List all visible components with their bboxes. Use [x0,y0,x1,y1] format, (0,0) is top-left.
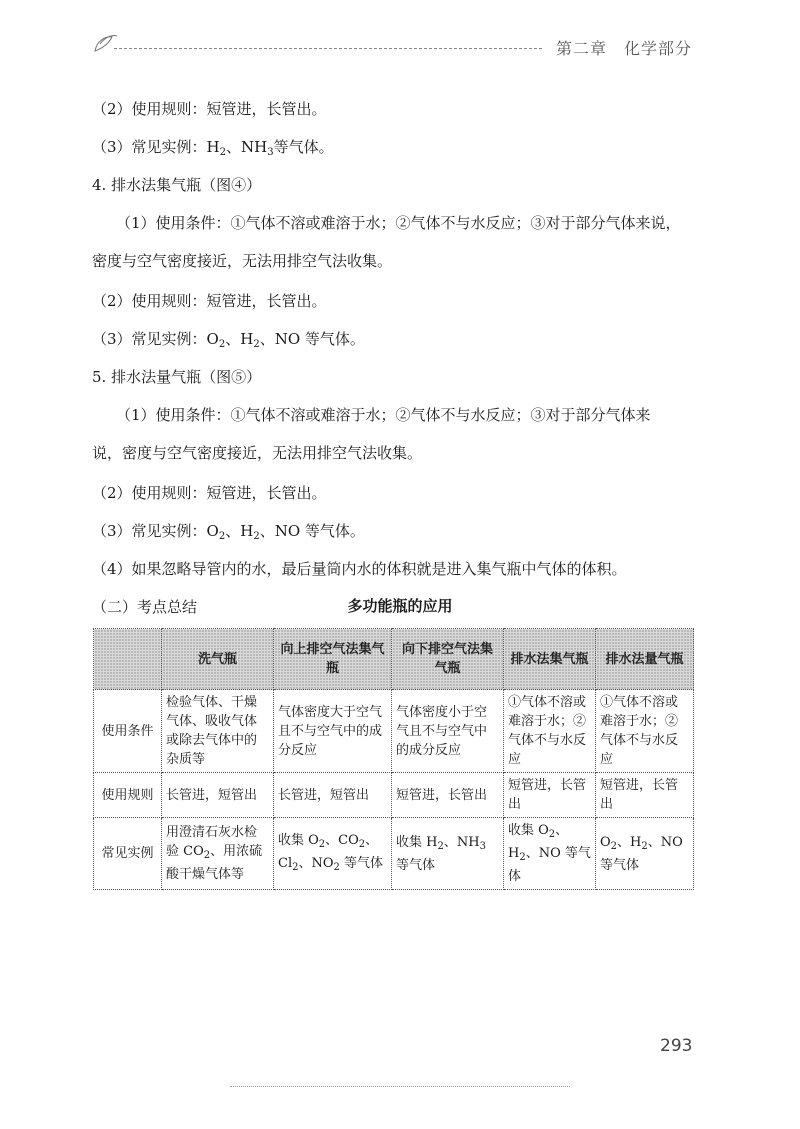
paragraph: （2）使用规则：短管进，长管出。 [92,292,327,310]
table-row [94,773,694,818]
header-cell: 排水法量气瓶 [596,629,694,690]
text-run: 、用浓硫酸干燥气体等 [166,844,263,882]
text-run: 密度与空气密度接近，无法用排空气法收集。 [92,252,393,270]
text-run: 、CO [325,832,359,848]
section-heading: 4. 排水法集气瓶（图④） [92,176,262,194]
table-cell: 短管进，长管出 [392,773,504,818]
text-run: 收集 O [278,832,319,848]
table-cell: 气体密度大于空气且不与空气中的成分反应 [274,690,392,773]
table-cell [596,818,694,890]
text-run: 等气体。 [273,138,334,156]
row-label: 常见实例 [94,818,162,890]
text-run: 、NO [298,855,334,871]
chapter-title: 第二章 化学部分 [555,39,692,58]
table-row [94,690,694,773]
subscript: 2 [548,829,556,840]
text-run: 等气体 [339,855,384,871]
text-run: 、H [225,330,254,348]
subscript: 2 [318,838,326,850]
subscript: 2 [610,840,618,852]
text-run: 等气体 [396,857,436,873]
table-cell: 长管进，短管出 [162,773,274,818]
table-caption: 多功能瓶的应用 [347,597,453,615]
subscript: 2 [218,339,226,350]
page-header [92,30,692,66]
table-cell [162,818,274,890]
table-cell: 气体密度小于空气且不与空气中的成分反应 [392,690,504,773]
header-cell: 向上排空气法集气瓶 [274,629,392,690]
subscript: 2 [437,840,444,852]
paragraph: （4）如果忽略导管内的水，最后量筒内水的体积就是进入集气瓶中气体的体积。 [92,560,627,578]
text-run: （3）常见实例：O [92,330,219,348]
text-run: 、H [225,522,254,540]
subscript: 2 [219,147,227,158]
text-run: 、NO 等气体。 [259,522,365,540]
text-run: 、NO 等气体 [600,834,683,873]
table-cell: 检验气体、干燥气体、吸收气体或除去气体中的杂质等 [162,690,274,773]
text-run: 收集 H [396,834,438,850]
table-cell: ①气体不溶或难溶于水；②气体不与水反应 [596,690,694,773]
table-cell: 短管进，长管出 [596,773,694,818]
text-run: 用澄清石灰水检验 CO [166,825,258,859]
text-run: （3）常见实例：H [92,138,220,156]
subscript: 2 [292,861,299,873]
paragraph [92,328,692,366]
text-run: 说，密度与空气密度接近，无法用排空气法收集。 [92,444,423,462]
subscript: 3 [479,840,486,852]
table-header-row [94,629,694,690]
subscript: 2 [519,852,526,863]
subscript: 2 [333,861,340,873]
header-cell [94,629,162,690]
row-label: 使用规则 [94,773,162,818]
paragraph [92,520,692,558]
table-cell: ①气体不溶或难溶于水；②气体不与水反应 [504,690,596,773]
paragraph [92,404,692,482]
paragraph [92,136,692,174]
subscript: 2 [641,840,648,852]
paragraph: （2）使用规则：短管进，长管出。 [92,484,327,502]
header-rule [114,48,542,49]
paragraph: （2）使用规则：短管进，长管出。 [92,100,327,118]
paragraph [92,212,692,290]
text-run: （1）使用条件：①气体不溶或难溶于水；②气体不与水反应；③对于部分气体来说， [116,214,681,232]
multi-function-bottle-table [93,628,694,890]
table-cell: 长管进，短管出 [274,773,392,818]
text-run: 收集 O [508,823,549,838]
subscript: 2 [203,850,211,861]
subscript: 2 [358,838,366,850]
section-heading: 5. 排水法量气瓶（图⑤） [92,368,262,386]
text-run: O [600,834,611,850]
table-cell [274,818,392,890]
table-row [94,818,694,890]
text-run: 、NO 等气体 [508,846,591,884]
section-heading: （二）考点总结 [92,598,198,616]
subscript: 2 [253,339,260,350]
page-body [92,98,692,634]
subscript: 2 [218,531,226,542]
leaf-ornament-icon [92,32,120,54]
row-label: 使用条件 [94,690,162,773]
table-cell [392,818,504,890]
header-cell: 洗气瓶 [162,629,274,690]
subscript: 3 [267,147,274,158]
text-run: 、Cl [278,832,379,871]
header-cell: 向下排空气法集气瓶 [392,629,504,690]
text-run: （3）常见实例：O [92,522,219,540]
text-run: （1）使用条件：①气体不溶或难溶于水；②气体不与水反应；③对于部分气体来 [116,406,651,424]
text-run: 、NO 等气体。 [259,330,365,348]
text-run: 、H [617,834,642,850]
table-cell [504,818,596,890]
text-run: 、NH [443,834,480,850]
subscript: 2 [253,531,260,542]
text-run: 、H [508,823,569,861]
page-number: 293 [660,1036,693,1056]
table-cell: 短管进，长管出 [504,773,596,818]
text-run: 、NH [226,138,268,156]
footer-divider [230,1086,570,1087]
header-cell: 排水法集气瓶 [504,629,596,690]
